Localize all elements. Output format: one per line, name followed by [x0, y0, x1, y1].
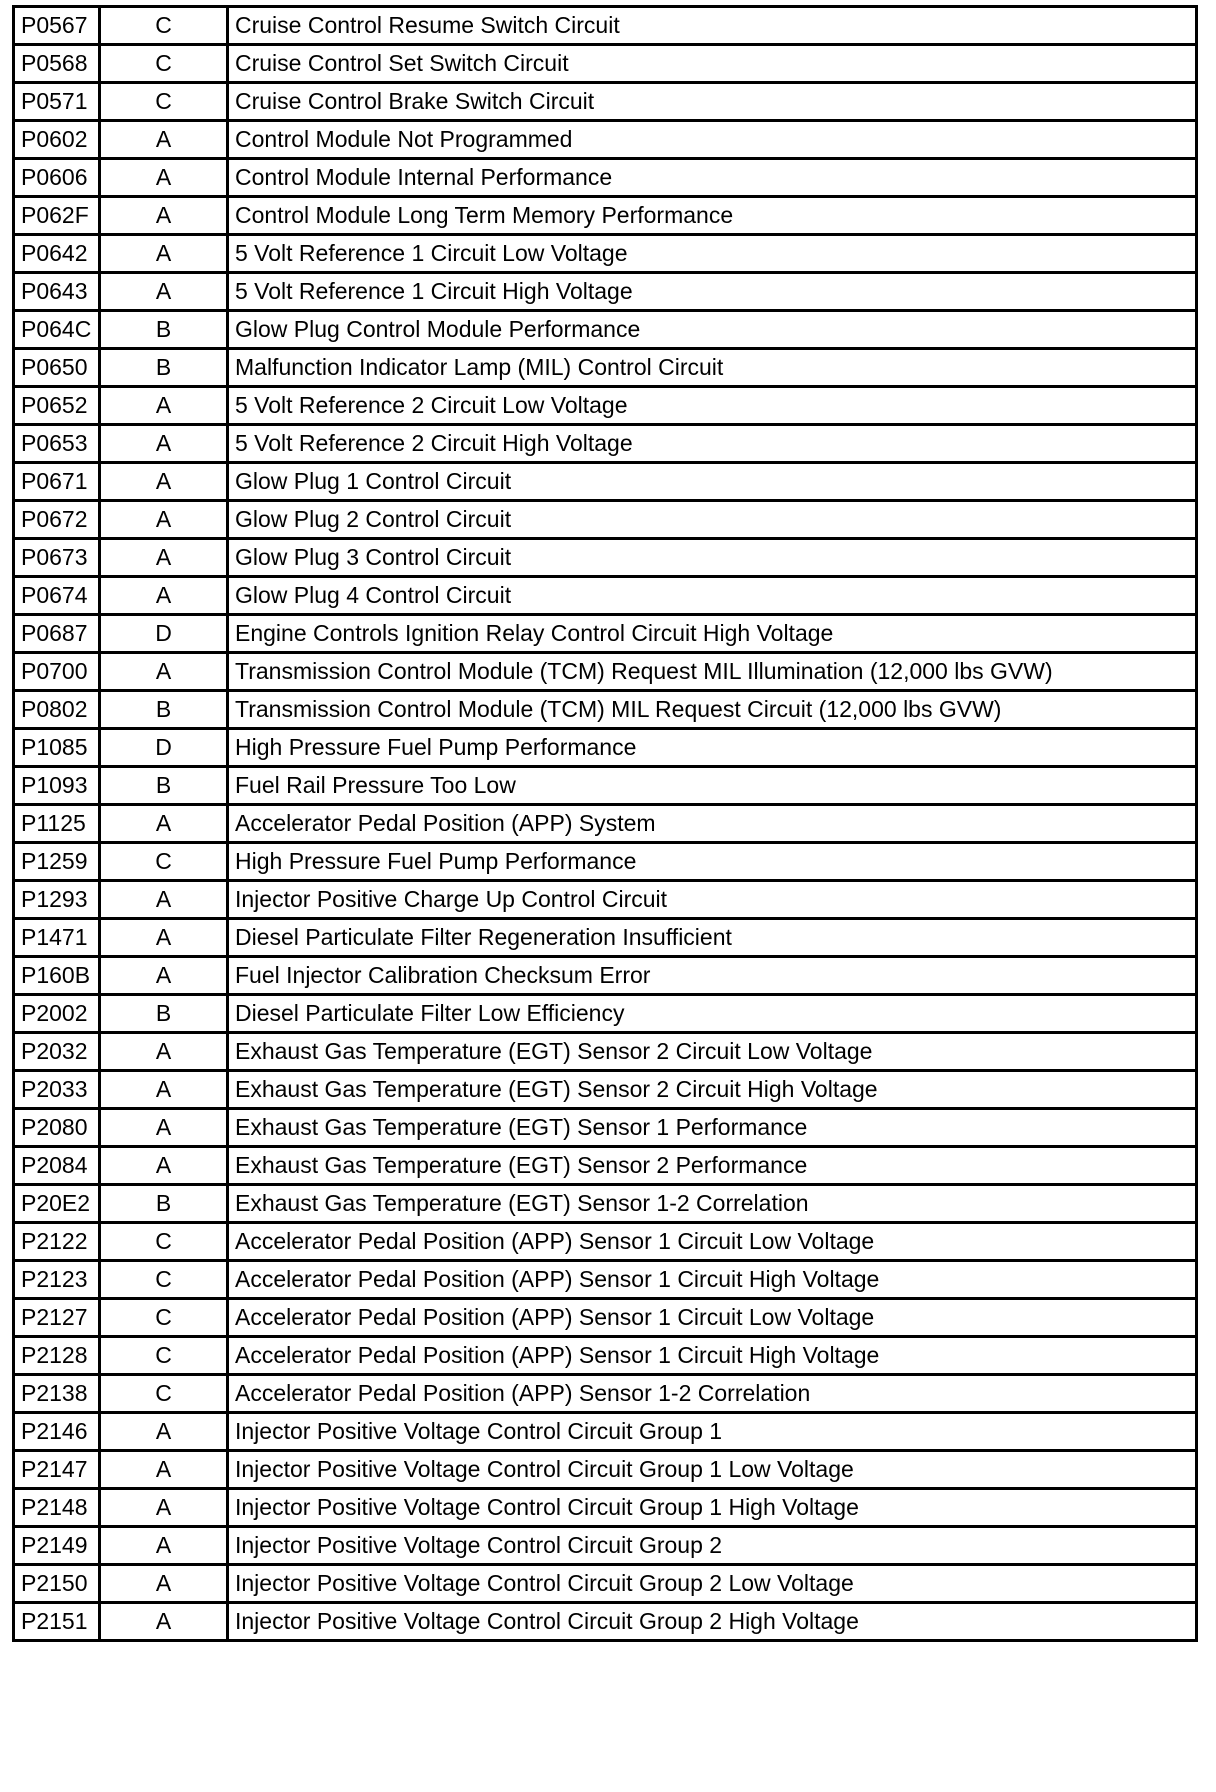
dtc-code-cell: P0567	[14, 7, 100, 45]
dtc-description-cell: Exhaust Gas Temperature (EGT) Sensor 1 Performance	[228, 1109, 1197, 1147]
dtc-code-cell: P0602	[14, 121, 100, 159]
dtc-type-cell: A	[100, 1147, 228, 1185]
table-row	[14, 805, 1197, 843]
table-row	[14, 159, 1197, 197]
table-row	[14, 691, 1197, 729]
dtc-type-cell: C	[100, 1261, 228, 1299]
table-row	[14, 1337, 1197, 1375]
table-row	[14, 1489, 1197, 1527]
dtc-description-cell: Fuel Rail Pressure Too Low	[228, 767, 1197, 805]
dtc-description-cell: Injector Positive Charge Up Control Circuit	[228, 881, 1197, 919]
dtc-type-cell: A	[100, 235, 228, 273]
dtc-type-cell: A	[100, 121, 228, 159]
dtc-description-cell: Control Module Long Term Memory Performance	[228, 197, 1197, 235]
dtc-description-cell: Injector Positive Voltage Control Circuit Group 2 Low Voltage	[228, 1565, 1197, 1603]
table-row	[14, 1603, 1197, 1641]
table-row	[14, 1223, 1197, 1261]
dtc-description-cell: 5 Volt Reference 2 Circuit High Voltage	[228, 425, 1197, 463]
table-row	[14, 501, 1197, 539]
dtc-code-cell: P1093	[14, 767, 100, 805]
dtc-code-cell: P2147	[14, 1451, 100, 1489]
dtc-code-cell: P2123	[14, 1261, 100, 1299]
table-row	[14, 881, 1197, 919]
table-row	[14, 1147, 1197, 1185]
dtc-code-cell: P2032	[14, 1033, 100, 1071]
dtc-code-cell: P2148	[14, 1489, 100, 1527]
table-row	[14, 767, 1197, 805]
dtc-code-cell: P2146	[14, 1413, 100, 1451]
table-row	[14, 1299, 1197, 1337]
table-row	[14, 1033, 1197, 1071]
dtc-description-cell: Glow Plug 2 Control Circuit	[228, 501, 1197, 539]
table-row	[14, 7, 1197, 45]
dtc-description-cell: Injector Positive Voltage Control Circuit Group 2 High Voltage	[228, 1603, 1197, 1641]
table-row	[14, 1109, 1197, 1147]
table-row	[14, 919, 1197, 957]
dtc-description-cell: High Pressure Fuel Pump Performance	[228, 729, 1197, 767]
dtc-description-cell: Diesel Particulate Filter Regeneration Insufficient	[228, 919, 1197, 957]
dtc-code-cell: P160B	[14, 957, 100, 995]
dtc-type-cell: A	[100, 1413, 228, 1451]
dtc-type-cell: A	[100, 577, 228, 615]
dtc-type-cell: C	[100, 1299, 228, 1337]
dtc-description-cell: Fuel Injector Calibration Checksum Error	[228, 957, 1197, 995]
dtc-code-cell: P2151	[14, 1603, 100, 1641]
dtc-description-cell: Glow Plug 1 Control Circuit	[228, 463, 1197, 501]
dtc-type-cell: A	[100, 463, 228, 501]
dtc-code-cell: P0802	[14, 691, 100, 729]
table-row	[14, 577, 1197, 615]
table-row	[14, 121, 1197, 159]
dtc-description-cell: Cruise Control Brake Switch Circuit	[228, 83, 1197, 121]
dtc-code-cell: P0571	[14, 83, 100, 121]
dtc-type-cell: A	[100, 1527, 228, 1565]
dtc-type-cell: A	[100, 1071, 228, 1109]
dtc-code-cell: P0674	[14, 577, 100, 615]
dtc-code-cell: P1125	[14, 805, 100, 843]
table-row	[14, 311, 1197, 349]
table-row	[14, 1413, 1197, 1451]
table-row	[14, 83, 1197, 121]
table-row	[14, 1261, 1197, 1299]
dtc-type-cell: D	[100, 729, 228, 767]
table-row	[14, 1451, 1197, 1489]
table-row	[14, 1375, 1197, 1413]
dtc-description-cell: Injector Positive Voltage Control Circuit Group 2	[228, 1527, 1197, 1565]
table-row	[14, 653, 1197, 691]
dtc-description-cell: Injector Positive Voltage Control Circuit Group 1 High Voltage	[228, 1489, 1197, 1527]
dtc-type-cell: C	[100, 1375, 228, 1413]
dtc-type-cell: A	[100, 919, 228, 957]
dtc-description-cell: Control Module Internal Performance	[228, 159, 1197, 197]
dtc-type-cell: A	[100, 1451, 228, 1489]
dtc-description-cell: Accelerator Pedal Position (APP) Sensor 1 Circuit High Voltage	[228, 1261, 1197, 1299]
dtc-type-cell: A	[100, 957, 228, 995]
dtc-code-cell: P0642	[14, 235, 100, 273]
dtc-description-cell: Accelerator Pedal Position (APP) Sensor 1 Circuit High Voltage	[228, 1337, 1197, 1375]
dtc-type-cell: B	[100, 349, 228, 387]
dtc-code-cell: P1259	[14, 843, 100, 881]
dtc-code-cell: P1293	[14, 881, 100, 919]
dtc-code-cell: P2122	[14, 1223, 100, 1261]
dtc-description-cell: Exhaust Gas Temperature (EGT) Sensor 2 Circuit High Voltage	[228, 1071, 1197, 1109]
dtc-type-cell: C	[100, 7, 228, 45]
table-row	[14, 349, 1197, 387]
dtc-type-cell: C	[100, 83, 228, 121]
dtc-description-cell: Accelerator Pedal Position (APP) Sensor 1 Circuit Low Voltage	[228, 1223, 1197, 1261]
table-row	[14, 957, 1197, 995]
dtc-code-cell: P0673	[14, 539, 100, 577]
dtc-description-cell: Engine Controls Ignition Relay Control Circuit High Voltage	[228, 615, 1197, 653]
table-row	[14, 1185, 1197, 1223]
dtc-description-cell: Accelerator Pedal Position (APP) Sensor 1 Circuit Low Voltage	[228, 1299, 1197, 1337]
dtc-type-cell: A	[100, 1565, 228, 1603]
table-row	[14, 1527, 1197, 1565]
dtc-description-cell: Glow Plug 3 Control Circuit	[228, 539, 1197, 577]
dtc-type-cell: B	[100, 311, 228, 349]
dtc-code-cell: P064C	[14, 311, 100, 349]
dtc-code-cell: P2150	[14, 1565, 100, 1603]
table-row	[14, 539, 1197, 577]
table-row	[14, 463, 1197, 501]
table-row	[14, 995, 1197, 1033]
dtc-type-cell: A	[100, 805, 228, 843]
dtc-description-cell: Malfunction Indicator Lamp (MIL) Control Circuit	[228, 349, 1197, 387]
dtc-code-cell: P0643	[14, 273, 100, 311]
dtc-description-cell: Glow Plug 4 Control Circuit	[228, 577, 1197, 615]
table-row	[14, 387, 1197, 425]
dtc-description-cell: High Pressure Fuel Pump Performance	[228, 843, 1197, 881]
dtc-type-cell: B	[100, 995, 228, 1033]
table-row	[14, 843, 1197, 881]
dtc-description-cell: Accelerator Pedal Position (APP) System	[228, 805, 1197, 843]
table-row	[14, 273, 1197, 311]
dtc-code-cell: P062F	[14, 197, 100, 235]
dtc-description-cell: Control Module Not Programmed	[228, 121, 1197, 159]
dtc-code-cell: P1471	[14, 919, 100, 957]
dtc-type-cell: D	[100, 615, 228, 653]
table-row	[14, 197, 1197, 235]
dtc-type-cell: B	[100, 691, 228, 729]
dtc-description-cell: Exhaust Gas Temperature (EGT) Sensor 2 Performance	[228, 1147, 1197, 1185]
dtc-code-cell: P2002	[14, 995, 100, 1033]
dtc-description-cell: Injector Positive Voltage Control Circuit Group 1	[228, 1413, 1197, 1451]
dtc-code-cell: P0672	[14, 501, 100, 539]
dtc-description-cell: Cruise Control Set Switch Circuit	[228, 45, 1197, 83]
dtc-type-cell: A	[100, 1033, 228, 1071]
dtc-description-cell: Exhaust Gas Temperature (EGT) Sensor 2 Circuit Low Voltage	[228, 1033, 1197, 1071]
dtc-description-cell: Cruise Control Resume Switch Circuit	[228, 7, 1197, 45]
dtc-description-cell: 5 Volt Reference 2 Circuit Low Voltage	[228, 387, 1197, 425]
dtc-description-cell: 5 Volt Reference 1 Circuit Low Voltage	[228, 235, 1197, 273]
dtc-code-cell: P0671	[14, 463, 100, 501]
table-row	[14, 235, 1197, 273]
table-row	[14, 1565, 1197, 1603]
dtc-description-cell: Glow Plug Control Module Performance	[228, 311, 1197, 349]
dtc-description-cell: Exhaust Gas Temperature (EGT) Sensor 1-2 Correlation	[228, 1185, 1197, 1223]
dtc-description-cell: Transmission Control Module (TCM) MIL Request Circuit (12,000 lbs GVW)	[228, 691, 1197, 729]
table-row	[14, 45, 1197, 83]
dtc-type-cell: A	[100, 881, 228, 919]
dtc-type-cell: A	[100, 425, 228, 463]
dtc-type-cell: A	[100, 539, 228, 577]
dtc-code-cell: P0652	[14, 387, 100, 425]
table-row	[14, 615, 1197, 653]
dtc-code-cell: P2138	[14, 1375, 100, 1413]
dtc-type-cell: C	[100, 1337, 228, 1375]
dtc-description-cell: Transmission Control Module (TCM) Request MIL Illumination (12,000 lbs GVW)	[228, 653, 1197, 691]
dtc-code-cell: P2128	[14, 1337, 100, 1375]
dtc-code-cell: P2080	[14, 1109, 100, 1147]
dtc-type-cell: A	[100, 1603, 228, 1641]
dtc-code-cell: P0568	[14, 45, 100, 83]
dtc-code-cell: P0650	[14, 349, 100, 387]
dtc-type-cell: C	[100, 843, 228, 881]
dtc-code-cell: P0653	[14, 425, 100, 463]
dtc-type-cell: B	[100, 1185, 228, 1223]
dtc-type-cell: A	[100, 273, 228, 311]
dtc-code-cell: P1085	[14, 729, 100, 767]
dtc-code-cell: P2149	[14, 1527, 100, 1565]
dtc-type-cell: A	[100, 197, 228, 235]
dtc-code-cell: P2127	[14, 1299, 100, 1337]
dtc-code-cell: P0700	[14, 653, 100, 691]
table-row	[14, 425, 1197, 463]
dtc-type-cell: A	[100, 1109, 228, 1147]
dtc-type-cell: A	[100, 501, 228, 539]
dtc-type-cell: C	[100, 1223, 228, 1261]
dtc-type-cell: A	[100, 159, 228, 197]
dtc-description-cell: 5 Volt Reference 1 Circuit High Voltage	[228, 273, 1197, 311]
dtc-table-body	[14, 7, 1197, 1641]
dtc-description-cell: Diesel Particulate Filter Low Efficiency	[228, 995, 1197, 1033]
dtc-code-cell: P0606	[14, 159, 100, 197]
dtc-code-cell: P2033	[14, 1071, 100, 1109]
table-row	[14, 1071, 1197, 1109]
dtc-type-cell: C	[100, 45, 228, 83]
dtc-type-cell: A	[100, 1489, 228, 1527]
dtc-table	[12, 5, 1198, 1642]
dtc-code-cell: P0687	[14, 615, 100, 653]
table-row	[14, 729, 1197, 767]
dtc-code-cell: P20E2	[14, 1185, 100, 1223]
dtc-code-cell: P2084	[14, 1147, 100, 1185]
dtc-type-cell: A	[100, 387, 228, 425]
dtc-description-cell: Injector Positive Voltage Control Circuit Group 1 Low Voltage	[228, 1451, 1197, 1489]
dtc-type-cell: B	[100, 767, 228, 805]
dtc-description-cell: Accelerator Pedal Position (APP) Sensor 1-2 Correlation	[228, 1375, 1197, 1413]
dtc-type-cell: A	[100, 653, 228, 691]
